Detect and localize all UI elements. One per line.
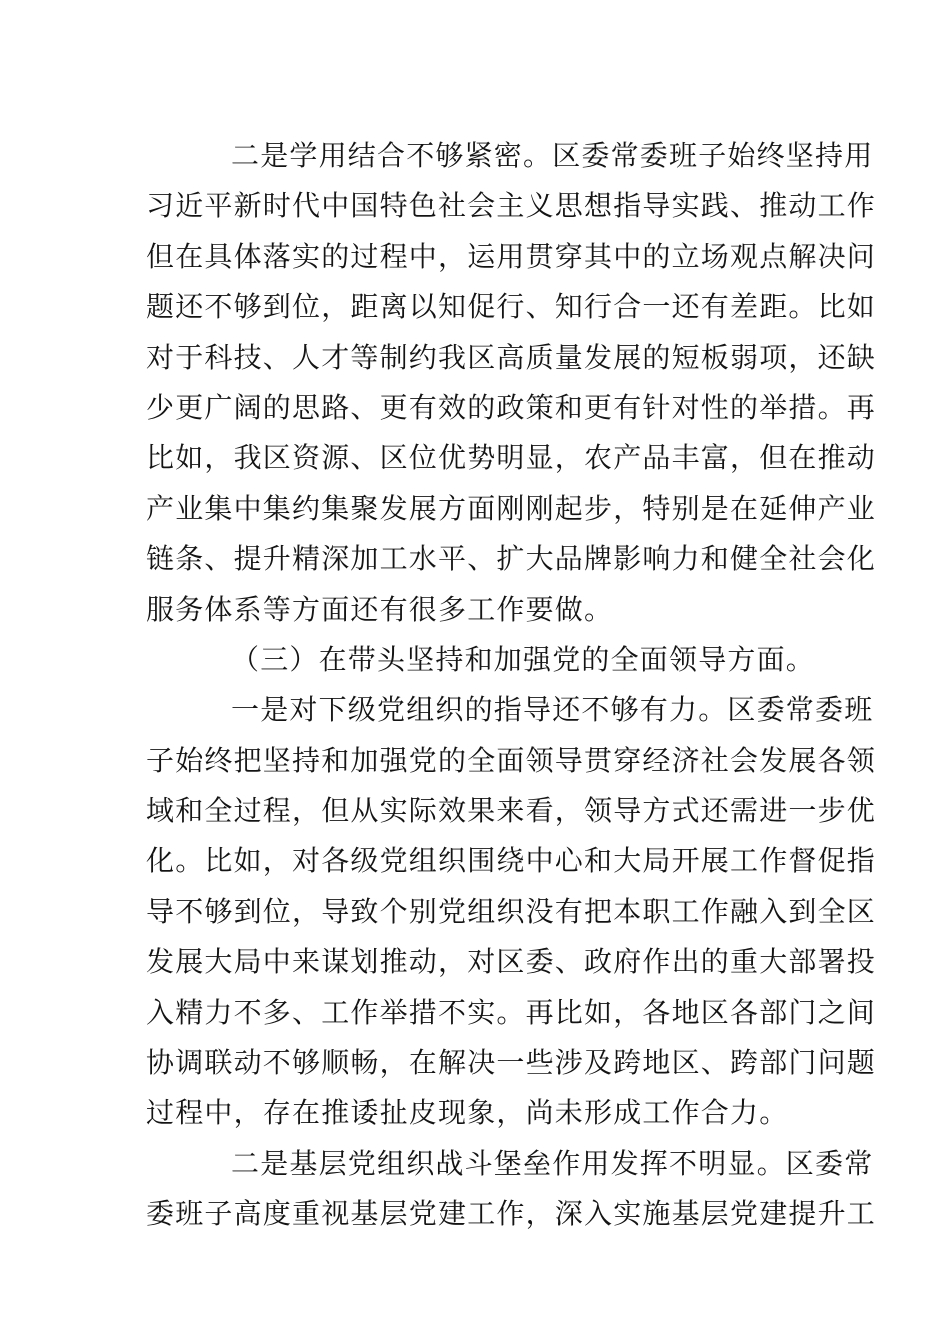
paragraph-line: 域和全过程，但从实际效果来看，领导方式还需进一步优 (146, 794, 877, 828)
paragraph-line: 二是学用结合不够紧密。区委常委班子始终坚持用 (231, 139, 874, 172)
paragraph-line: 导不够到位，导致个别党组织没有把本职工作融入到全区 (146, 894, 877, 928)
paragraph-line: 化。比如，对各级党组织围绕中心和大局开展工作督促指 (146, 844, 877, 878)
paragraph-line: 产业集中集约集聚发展方面刚刚起步，特别是在延伸产业 (146, 491, 877, 525)
paragraph-grassroots (146, 1139, 877, 1240)
paragraph-line: 协调联动不够顺畅，在解决一些涉及跨地区、跨部门问题 (146, 1046, 877, 1080)
paragraph-line: 比如，我区资源、区位优势明显，农产品丰富，但在推动 (146, 441, 877, 475)
paragraph-line: 二是基层党组织战斗堡垒作用发挥不明显。区委常 (231, 1146, 874, 1180)
paragraph-line: 对于科技、人才等制约我区高质量发展的短板弱项，还缺 (146, 340, 877, 374)
paragraph-line: 习近平新时代中国特色社会主义思想指导实践、推动工作 (146, 189, 877, 223)
paragraph-line: 委班子高度重视基层党建工作，深入实施基层党建提升工 (146, 1197, 877, 1231)
paragraph-line: 但在具体落实的过程中，运用贯穿其中的立场观点解决问 (146, 239, 877, 273)
document-body (146, 131, 877, 1240)
paragraph-guidance (146, 685, 877, 1139)
paragraph-study-application (146, 131, 877, 635)
paragraph-line: 子始终把坚持和加强党的全面领导贯穿经济社会发展各领 (146, 743, 877, 777)
paragraph-line: 发展大局中来谋划推动，对区委、政府作出的重大部署投 (146, 945, 877, 979)
paragraph-line: 一是对下级党组织的指导还不够有力。区委常委班 (231, 693, 874, 727)
paragraph-line: 链条、提升精深加工水平、扩大品牌影响力和健全社会化 (146, 542, 877, 576)
paragraph-line: 入精力不多、工作举措不实。再比如，各地区各部门之间 (146, 995, 877, 1029)
section-heading (146, 635, 816, 685)
paragraph-line: 题还不够到位，距离以知促行、知行合一还有差距。比如 (146, 290, 877, 324)
paragraph-line: 少更广阔的思路、更有效的政策和更有针对性的举措。再 (146, 390, 877, 424)
paragraph-line: 过程中，存在推诿扯皮现象，尚未形成工作合力。 (146, 1096, 789, 1130)
paragraph-line: 服务体系等方面还有很多工作要做。 (146, 592, 614, 626)
section-heading-line: （三）在带头坚持和加强党的全面领导方面。 (231, 642, 816, 676)
